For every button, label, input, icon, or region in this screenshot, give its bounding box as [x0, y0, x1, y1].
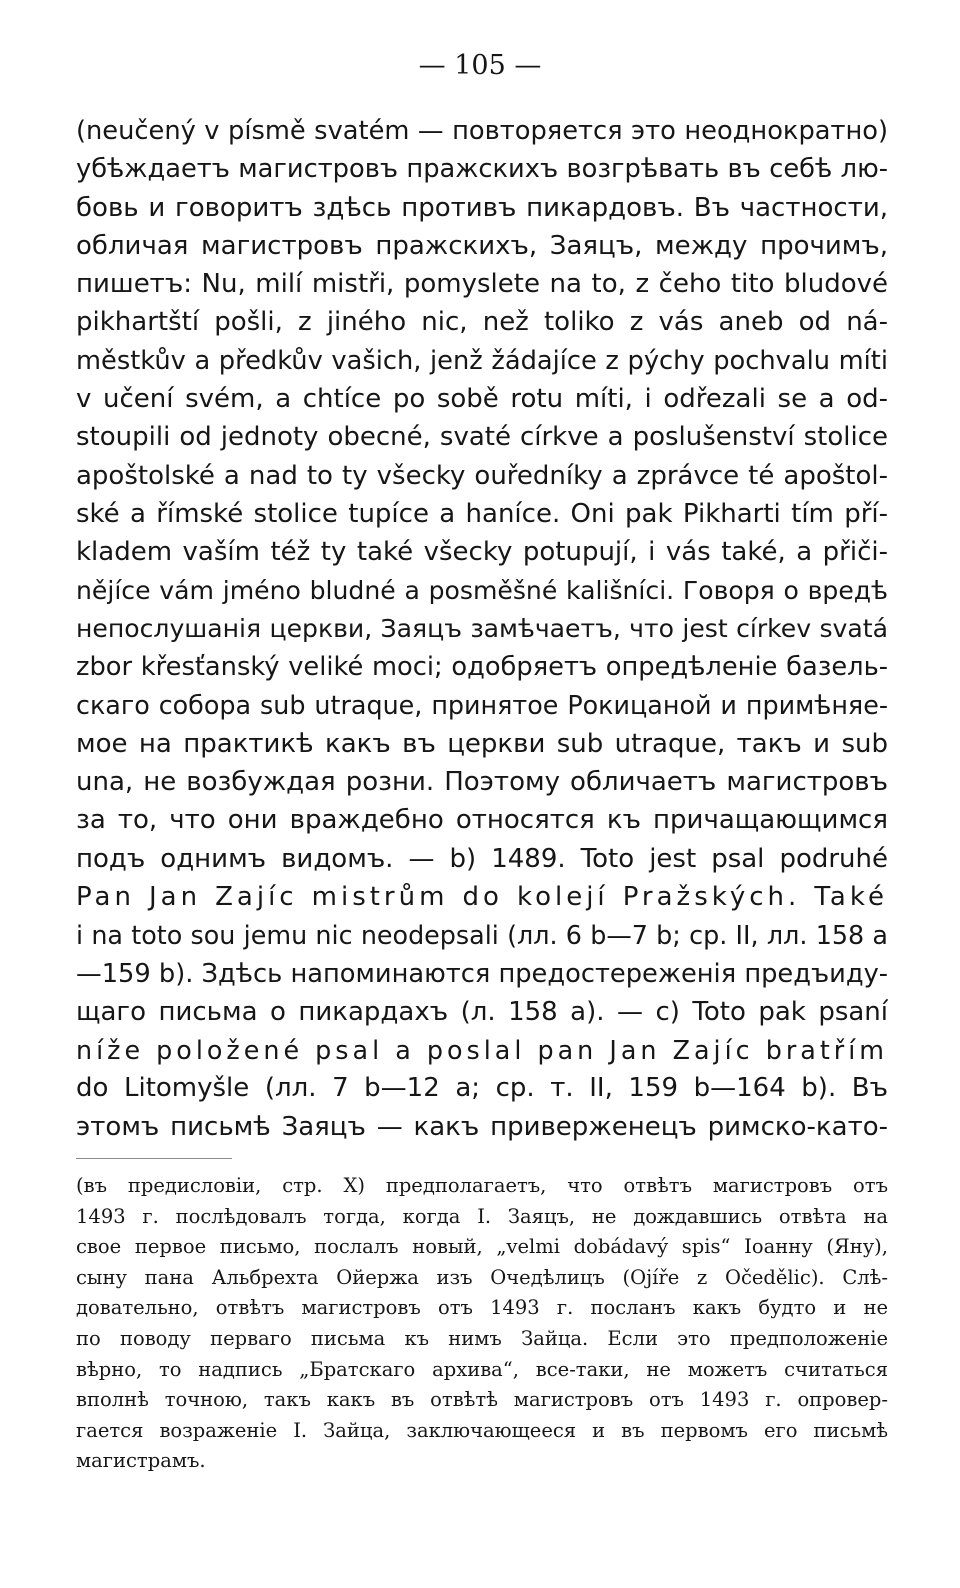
text-line: мое на практикѣ какъ въ церкви sub utraque, такъ и sub: [76, 728, 888, 759]
text-line: Pan Jan Zajíc mistrům do kolejí Pražských. Také: [76, 881, 888, 912]
text-line: подъ однимъ видомъ. — b) 1489. Toto jest psal podruhé: [76, 843, 888, 874]
text-line: stoupili od jednoty obecné, svaté církve a poslušenství stolice: [76, 422, 888, 453]
text-line: v učení svém, a chtíce po sobě rotu míti, i odřezali se a od-: [76, 384, 888, 415]
text-line: за то, что они враждебно относятся къ причащающимся: [76, 805, 888, 836]
text-line: пишетъ: Nu, milí mistři, pomyslete na to, z čeho tito bludové: [76, 269, 888, 300]
footnote-line: сыну пана Альбрехта Ойержа изъ Очедѣлицъ (Ojíře z Očedělic). Слѣ-: [76, 1265, 888, 1289]
text-line: městkův a předkův vašich, jenž žádajíce z pýchy pochvalu míti: [76, 345, 888, 376]
footnote-line: вполнѣ точною, такъ какъ въ отвѣтѣ магистровъ отъ 1493 г. опровер-: [76, 1388, 888, 1412]
footnote-block: [76, 1171, 888, 1477]
text-line: бовь и говоритъ здѣсь противъ пикардовъ. Въ частности,: [76, 192, 888, 223]
footnote-line: магистрамъ.: [76, 1449, 206, 1473]
footnote-line: свое первое письмо, послалъ новый, „velmi dobádavý spis“ Іоанну (Яну),: [76, 1235, 888, 1259]
text-line: zbor křesťanský veliké moci; одобряетъ опредѣленіе базель-: [76, 652, 888, 683]
text-line: этомъ письмѣ Заяцъ — какъ приверженецъ римско-като-: [76, 1111, 888, 1142]
text-line: —159 b). Здѣсь напоминаются предостереженія предъиду-: [76, 958, 888, 989]
text-line: una, не возбуждая розни. Поэтому обличаетъ магистровъ: [76, 767, 888, 798]
footnote-line: (въ предисловіи, стр. X) предполагаетъ, что отвѣтъ магистровъ отъ: [76, 1174, 888, 1197]
text-line: nějíce vám jméno bludné a posměšné kališníci. Говоря о вредѣ: [76, 575, 888, 605]
text-line: ské a římské stolice tupíce a haníce. Oni pak Pikharti tím pří-: [76, 498, 888, 529]
footnote-line: вѣрно, то надпись „Братскаго архива“, все-таки, не можетъ считаться: [76, 1357, 888, 1381]
text-line: непослушанія церкви, Заяцъ замѣчаетъ, что jest církev svatá: [76, 613, 888, 643]
text-line: apoštolské a nad to ty všecky ouředníky a zprávce té apoštol-: [76, 460, 888, 491]
footnote-divider: [76, 1158, 232, 1159]
footnote-line: по поводу перваго письма къ нимъ Зайца. Если это предположеніе: [76, 1326, 888, 1350]
text-line: щаго письма о пикардахъ (л. 158 a). — c) Toto pak psaní: [76, 996, 888, 1027]
page-number: — 105 —: [418, 50, 542, 81]
text-line: níže položené psal a poslal pan Jan Zajíc bratřím: [76, 1035, 888, 1066]
footnote-line: гается возраженіе I. Зайца, заключающееся и въ первомъ его письмѣ: [76, 1418, 888, 1442]
text-line: (neučený v písmě svatém — повторяется это неоднократно): [76, 116, 888, 146]
text-line: i na toto sou jemu nic neodepsali (лл. 6 b—7 b; ср. II, лл. 158 a: [76, 920, 888, 951]
text-line: скаго собора sub utraque, принятое Рокицаной и примѣняе-: [76, 690, 888, 721]
text-line: pikhartští pošli, z jiného nic, než toliko z vás aneb od ná-: [76, 307, 888, 338]
text-line: kladem vaším též ty také všecky potupují, i vás také, a přiči-: [76, 537, 888, 568]
text-line: убѣждаетъ магистровъ пражскихъ возгрѣвать въ себѣ лю-: [76, 154, 888, 185]
main-text-block: [76, 112, 888, 1146]
footnote-line: 1493 г. послѣдовалъ тогда, когда I. Заяцъ, не дождавшись отвѣта на: [76, 1204, 888, 1228]
footnote-line: довательно, отвѣтъ магистровъ отъ 1493 г. посланъ какъ будто и не: [76, 1296, 888, 1320]
text-line: do Litomyšle (лл. 7 b—12 a; ср. т. II, 159 b—164 b). Въ: [76, 1073, 888, 1104]
text-line: обличая магистровъ пражскихъ, Заяцъ, между прочимъ,: [76, 230, 888, 261]
